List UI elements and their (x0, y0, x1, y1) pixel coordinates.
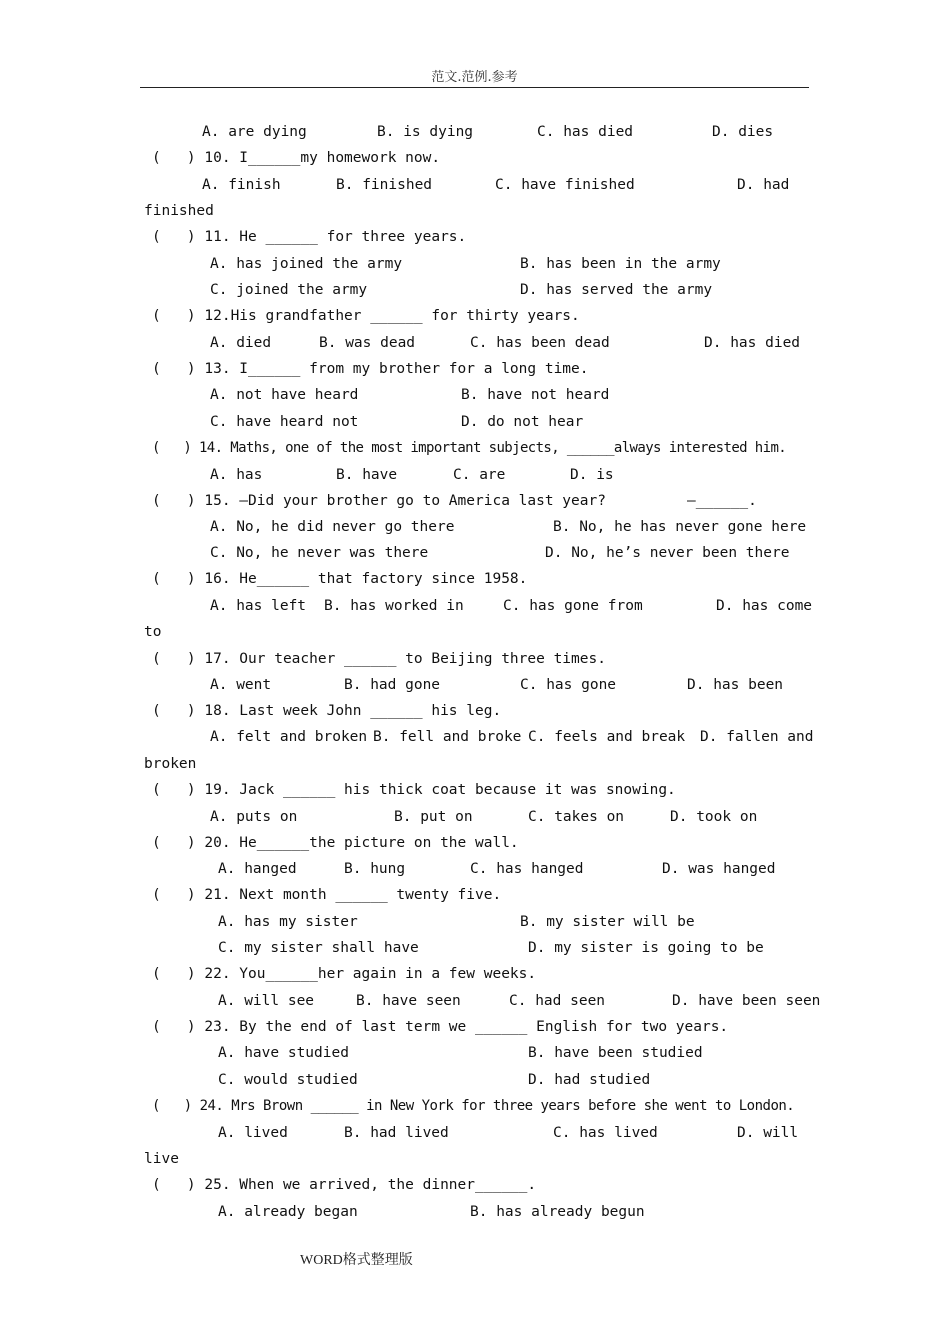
option-b: B. have not heard (461, 387, 610, 403)
option-d: D. had studied (528, 1072, 651, 1088)
option-b: B. has worked in (324, 598, 464, 614)
option-c: C. has lived (553, 1125, 658, 1141)
question-21: ( ) 21. Next month ______ twenty five. (152, 887, 502, 903)
option-d: D. No, he’s never been there (545, 545, 790, 561)
option-a: A. has (210, 467, 263, 483)
option-b: B. No, he has never gone here (553, 519, 807, 535)
option-d: D. took on (670, 809, 758, 825)
option-a: A. will see (218, 993, 315, 1009)
option-c: C. has hanged (470, 861, 584, 877)
option-c: C. would studied (218, 1072, 358, 1088)
header-title: 范文.范例.参考 (431, 70, 518, 85)
header-rule (140, 87, 809, 88)
option-b: B. has already begun (470, 1204, 645, 1220)
option-d: D. had (737, 177, 790, 193)
question-15: ( ) 15. —Did your brother go to America last year? (152, 493, 606, 509)
option-a: A. hanged (218, 861, 297, 877)
option-d-continued: finished (144, 203, 214, 219)
option-b: B. have (336, 467, 398, 483)
question-19: ( ) 19. Jack ______ his thick coat because it was snowing. (152, 782, 676, 798)
option-c: C. have heard not (210, 414, 359, 430)
option-d: D. will (737, 1125, 799, 1141)
option-b: B. had lived (344, 1125, 449, 1141)
option-d: D. fallen and (700, 729, 814, 745)
option-a: A. felt and broken (210, 729, 368, 745)
question-20: ( ) 20. He______the picture on the wall. (152, 835, 519, 851)
question-13: ( ) 13. I______ from my brother for a long time. (152, 361, 589, 377)
option-c: C. are (453, 467, 506, 483)
page-footer: WORD格式整理版 (300, 1253, 413, 1268)
option-a: A. lived (218, 1125, 288, 1141)
option-a: A. not have heard (210, 387, 359, 403)
question-23: ( ) 23. By the end of last term we ______ English for two years. (152, 1019, 729, 1035)
option-a: A. No, he did never go there (210, 519, 455, 535)
option-a: A. went (210, 677, 272, 693)
option-d: D. was hanged (662, 861, 776, 877)
option-b: B. have been studied (528, 1045, 703, 1061)
option-c: C. joined the army (210, 282, 368, 298)
option-c: C. had seen (509, 993, 606, 1009)
option-d: D. is (570, 467, 614, 483)
option-c: C. my sister shall have (218, 940, 419, 956)
question-25: ( ) 25. When we arrived, the dinner______. (152, 1177, 537, 1193)
question-22: ( ) 22. You______her again in a few weeks. (152, 966, 537, 982)
option-c: C. has gone (520, 677, 617, 693)
question-14: ( ) 14. Maths, one of the most important subjects, ______always interested him. (152, 440, 787, 456)
option-d: D. have been seen (672, 993, 821, 1009)
option-d: D. has died (704, 335, 801, 351)
option-d: D. has been (687, 677, 784, 693)
option-b: B. has been in the army (520, 256, 721, 272)
option-a: A. has left (210, 598, 307, 614)
question-16: ( ) 16. He______ that factory since 1958. (152, 571, 528, 587)
option-c: C. No, he never was there (210, 545, 429, 561)
option-d-continued: live (144, 1151, 179, 1167)
option-d: D. has come (716, 598, 813, 614)
option-b: B. was dead (319, 335, 416, 351)
option-c: C. has been dead (470, 335, 610, 351)
question-12: ( ) 12.His grandfather ______ for thirty years. (152, 308, 580, 324)
option-b: B. fell and broke (373, 729, 522, 745)
option-b: B. is dying (377, 124, 474, 140)
question-11: ( ) 11. He ______ for three years. (152, 229, 467, 245)
option-a: A. finish (202, 177, 281, 193)
question-10: ( ) 10. I______my homework now. (152, 150, 441, 166)
option-d: D. do not hear (461, 414, 584, 430)
option-d-continued: broken (144, 756, 197, 772)
option-d-continued: to (144, 624, 162, 640)
option-c: C. has gone from (503, 598, 643, 614)
option-c: C. takes on (528, 809, 625, 825)
option-c: C. feels and break (528, 729, 686, 745)
question-17: ( ) 17. Our teacher ______ to Beijing three times. (152, 651, 606, 667)
option-a: A. are dying (202, 124, 307, 140)
option-a: A. have studied (218, 1045, 349, 1061)
question-15-reply: —______. (687, 493, 757, 509)
option-d: D. has served the army (520, 282, 713, 298)
option-a: A. died (210, 335, 272, 351)
option-a: A. has my sister (218, 914, 358, 930)
question-24: ( ) 24. Mrs Brown ______ in New York for three years before she went to London. (152, 1098, 795, 1114)
option-d: D. dies (712, 124, 774, 140)
option-a: A. already began (218, 1204, 358, 1220)
option-d: D. my sister is going to be (528, 940, 764, 956)
option-b: B. finished (336, 177, 433, 193)
option-b: B. my sister will be (520, 914, 695, 930)
option-b: B. have seen (356, 993, 461, 1009)
option-a: A. puts on (210, 809, 298, 825)
option-c: C. has died (537, 124, 634, 140)
option-b: B. put on (394, 809, 473, 825)
option-c: C. have finished (495, 177, 635, 193)
option-a: A. has joined the army (210, 256, 403, 272)
question-18: ( ) 18. Last week John ______ his leg. (152, 703, 502, 719)
option-b: B. hung (344, 861, 406, 877)
option-b: B. had gone (344, 677, 441, 693)
